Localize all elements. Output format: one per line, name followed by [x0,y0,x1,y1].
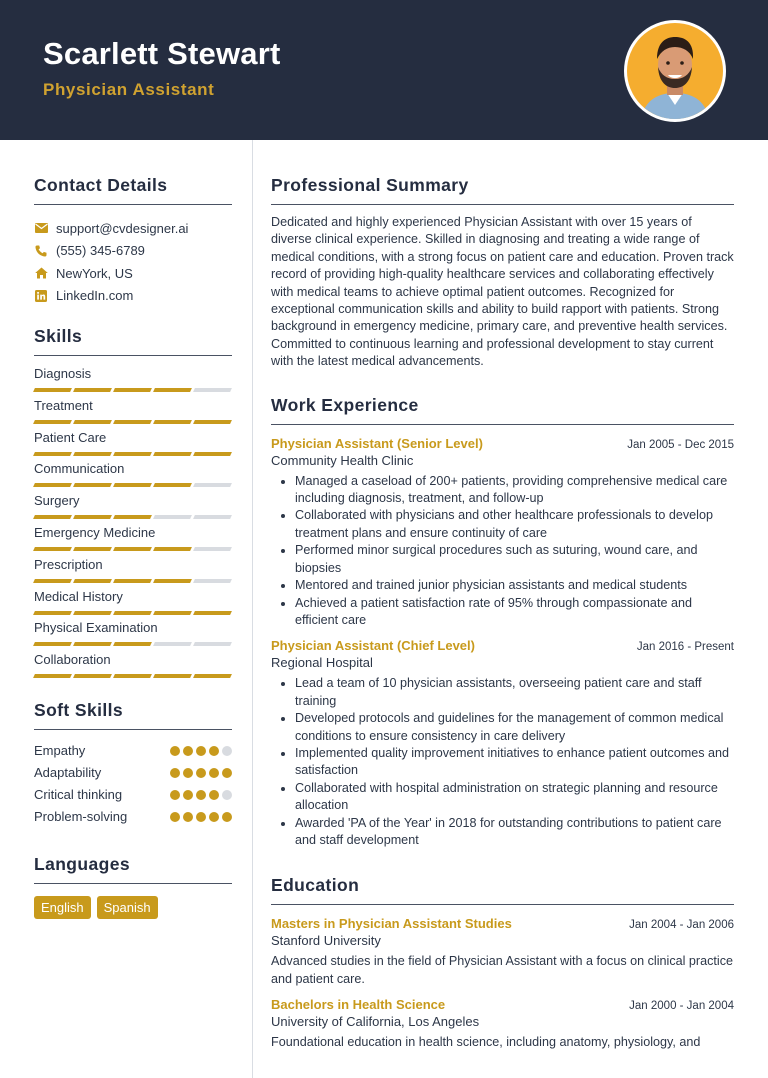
education-dates: Jan 2004 - Jan 2006 [629,919,734,932]
skill-level-bar [34,388,232,392]
soft-skills-list [34,740,232,828]
skill-level-segment [73,547,112,551]
job-entry-bullets [271,675,734,849]
list-item: • Achieved a patient satisfaction rate of 95% through compassionate and efficient care [295,595,734,630]
skill-level-segment [153,674,192,678]
rating-dot [170,812,180,822]
skill-level-segment [153,452,192,456]
skill-name: Emergency Medicine [34,524,156,540]
skill-level-segment [153,642,192,646]
skill-level-segment [113,515,152,519]
skill-level-segment [73,515,112,519]
skill-level-segment [113,642,152,646]
skill-level-segment [33,547,72,551]
skill-level-segment [193,611,232,615]
skill-level-segment [113,483,152,487]
soft-skill-item [34,762,232,784]
skill-level-segment [113,452,152,456]
column-divider [252,140,253,1078]
skill-name: Treatment [34,397,93,413]
skill-level-segment [33,420,72,424]
soft-skill-item [34,740,232,762]
skill-level-segment [73,452,112,456]
header [0,0,768,140]
contact-location-text: NewYork, US [56,265,133,281]
summary-text: Dedicated and highly experienced Physician Assistant with over 15 years of diverse clinical experience. Skilled in diagnosing and treating a wide range of medical conditions, with a strong focus on patient care and education. Proven track record of providing high-quality healthcare services and collaborating effectively with medical teams to achieve optimal patient outcomes. Recognized for exceptional communication skills and ability to build rapport with patients. Strong background in emergency medicine, primary care, and preventive health services. Committed to continuous learning and professional development to stay current with the latest medical advancements. [271,215,734,369]
skill-level-segment [113,674,152,678]
job-entry-title: Physician Assistant (Senior Level) [271,435,483,451]
skill-level-segment [73,674,112,678]
skill-level-segment [153,483,192,487]
soft-skill-rating [170,746,232,756]
skill-item [34,360,232,392]
skill-level-segment [33,452,72,456]
list-item: • Mentored and trained junior physician assistants and medical students [295,577,734,594]
rating-dot [222,790,232,800]
skill-level-bar [34,642,232,646]
skill-item [34,519,232,551]
skill-level-bar [34,579,232,583]
rating-dot [196,790,206,800]
job-entry-org: Community Health Clinic [271,452,414,468]
skill-level-segment [73,579,112,583]
skill-level-segment [113,611,152,615]
contact-location [34,262,232,285]
skill-item [34,614,232,646]
soft-skill-rating [170,790,232,800]
contact-heading: Contact Details [34,175,232,205]
list-item: • Awarded 'PA of the Year' in 2018 for outstanding contributions to patient care and staff development [295,815,734,850]
skill-level-segment [113,420,152,424]
phone-icon [34,244,48,258]
candidate-name: Scarlett Stewart [43,36,281,71]
rating-dot [170,790,180,800]
list-item: • Implemented quality improvement initiatives to enhance patient outcomes and satisfaction [295,745,734,780]
contact-linkedin-text: LinkedIn.com [56,288,134,304]
left-column [34,140,232,919]
skill-item [34,551,232,583]
skill-level-bar [34,674,232,678]
job-entry-org: Regional Hospital [271,655,373,671]
skill-level-segment [193,420,232,424]
education-heading: Education [271,875,734,905]
education-school: University of California, Los Angeles [271,1014,480,1030]
rating-dot [196,812,206,822]
skill-level-segment [193,674,232,678]
job-entry [271,638,734,849]
skill-level-segment [113,388,152,392]
summary-heading: Professional Summary [271,175,734,205]
skill-name: Patient Care [34,429,107,445]
education-dates: Jan 2000 - Jan 2004 [629,1000,734,1013]
rating-dot [170,768,180,778]
education-section [271,875,734,1051]
linkedin-icon [34,289,48,303]
skill-item [34,392,232,424]
rating-dot [209,790,219,800]
education-entry [271,997,734,1051]
skill-level-segment [193,452,232,456]
rating-dot [183,790,193,800]
soft-skills-section [34,700,232,828]
summary-section [271,175,734,371]
rating-dot [196,746,206,756]
soft-skill-name: Adaptability [34,765,102,781]
contact-phone-text: (555) 345-6789 [56,243,145,259]
education-desc: Advanced studies in the field of Physician Assistant with a focus on clinical practice and patient care. [271,954,734,986]
skill-level-bar [34,452,232,456]
contact-email-text: support@cvdesigner.ai [56,220,189,236]
job-entry-dates: Jan 2005 - Dec 2015 [627,438,734,451]
contact-section [34,175,232,307]
soft-skill-name: Problem-solving [34,809,128,825]
education-entry [271,916,734,988]
list-item: • Collaborated with hospital administration on strategic planning and resource allocation [295,780,734,815]
rating-dot [222,768,232,778]
rating-dot [209,768,219,778]
job-entry-dates: Jan 2016 - Present [636,641,734,654]
skills-heading: Skills [34,326,232,356]
experience-heading: Work Experience [271,395,734,425]
soft-skills-heading: Soft Skills [34,700,232,730]
skill-level-segment [153,420,192,424]
rating-dot [183,768,193,778]
job-entry-title: Physician Assistant (Chief Level) [271,638,475,654]
skill-level-segment [73,388,112,392]
contact-list [34,217,232,307]
skill-level-segment [153,547,192,551]
skill-level-segment [193,579,232,583]
skill-name: Medical History [34,588,123,604]
skill-level-segment [73,483,112,487]
language-badge: Spanish [97,896,158,919]
skill-level-segment [33,388,72,392]
soft-skill-name: Empathy [34,743,86,759]
skill-item [34,487,232,519]
experience-section [271,395,734,850]
soft-skill-rating [170,812,232,822]
skill-level-bar [34,515,232,519]
education-degree: Masters in Physician Assistant Studies [271,916,512,932]
skill-level-segment [153,579,192,583]
soft-skill-item [34,784,232,806]
rating-dot [183,812,193,822]
skill-level-segment [153,611,192,615]
education-desc: Foundational education in health science, including anatomy, physiology, and [271,1035,701,1050]
list-item: • Lead a team of 10 physician assistants, overseeing patient care and staff training [295,675,734,710]
soft-skill-name: Critical thinking [34,787,123,803]
skill-name: Collaboration [34,652,111,668]
rating-dot [222,812,232,822]
skill-level-segment [153,388,192,392]
education-degree: Bachelors in Health Science [271,997,446,1013]
right-column [271,140,734,1052]
skill-name: Physical Examination [34,620,158,636]
home-icon [34,266,48,280]
skill-name: Surgery [34,493,80,509]
rating-dot [209,812,219,822]
skill-level-segment [153,515,192,519]
skill-item [34,455,232,487]
skill-item [34,646,232,678]
skill-level-segment [33,483,72,487]
rating-dot [222,746,232,756]
languages-heading: Languages [34,854,232,884]
soft-skill-item [34,806,232,828]
skill-name: Diagnosis [34,366,92,381]
language-badge: English [34,896,91,919]
skill-level-segment [193,642,232,646]
contact-phone[interactable] [34,240,232,263]
skill-level-segment [73,642,112,646]
skill-level-segment [193,388,232,392]
language-list [34,896,232,919]
skill-level-segment [73,611,112,615]
profile-photo [624,20,726,122]
skill-level-segment [193,547,232,551]
rating-dot [209,746,219,756]
rating-dot [196,768,206,778]
skills-list [34,360,232,678]
skill-level-bar [34,547,232,551]
skill-level-segment [193,515,232,519]
skill-level-bar [34,611,232,615]
skill-level-segment [33,515,72,519]
skill-item [34,424,232,456]
contact-linkedin[interactable] [34,285,232,308]
envelope-icon [34,221,48,235]
list-item: • Performed minor surgical procedures such as suturing, wound care, and biopsies [295,542,734,577]
skill-level-segment [73,420,112,424]
rating-dot [183,746,193,756]
job-title: Physician Assistant [43,80,215,99]
rating-dot [170,746,180,756]
languages-section [34,854,232,919]
skill-level-bar [34,483,232,487]
job-entry [271,436,734,630]
skill-name: Communication [34,461,125,477]
skills-section [34,326,232,678]
skill-level-segment [113,547,152,551]
education-school: Stanford University [271,933,381,949]
list-item: • Collaborated with physicians and other healthcare professionals to develop treatment plans and ensure continuity of care [295,507,734,542]
skill-level-segment [33,642,72,646]
skill-level-segment [33,674,72,678]
skill-level-segment [33,579,72,583]
skill-level-bar [34,420,232,424]
list-item: • Managed a caseload of 200+ patients, providing comprehensive medical care including diagnosis, treatment, and follow-up [295,473,734,508]
skill-name: Prescription [34,556,103,572]
list-item: • Developed protocols and guidelines for the management of common medical conditions to ensure consistency in care delivery [295,710,734,745]
skill-level-segment [113,579,152,583]
contact-email[interactable] [34,217,232,240]
soft-skill-rating [170,768,232,778]
skill-level-segment [193,483,232,487]
job-entry-bullets [271,473,734,630]
skill-level-segment [33,611,72,615]
skill-item [34,583,232,615]
